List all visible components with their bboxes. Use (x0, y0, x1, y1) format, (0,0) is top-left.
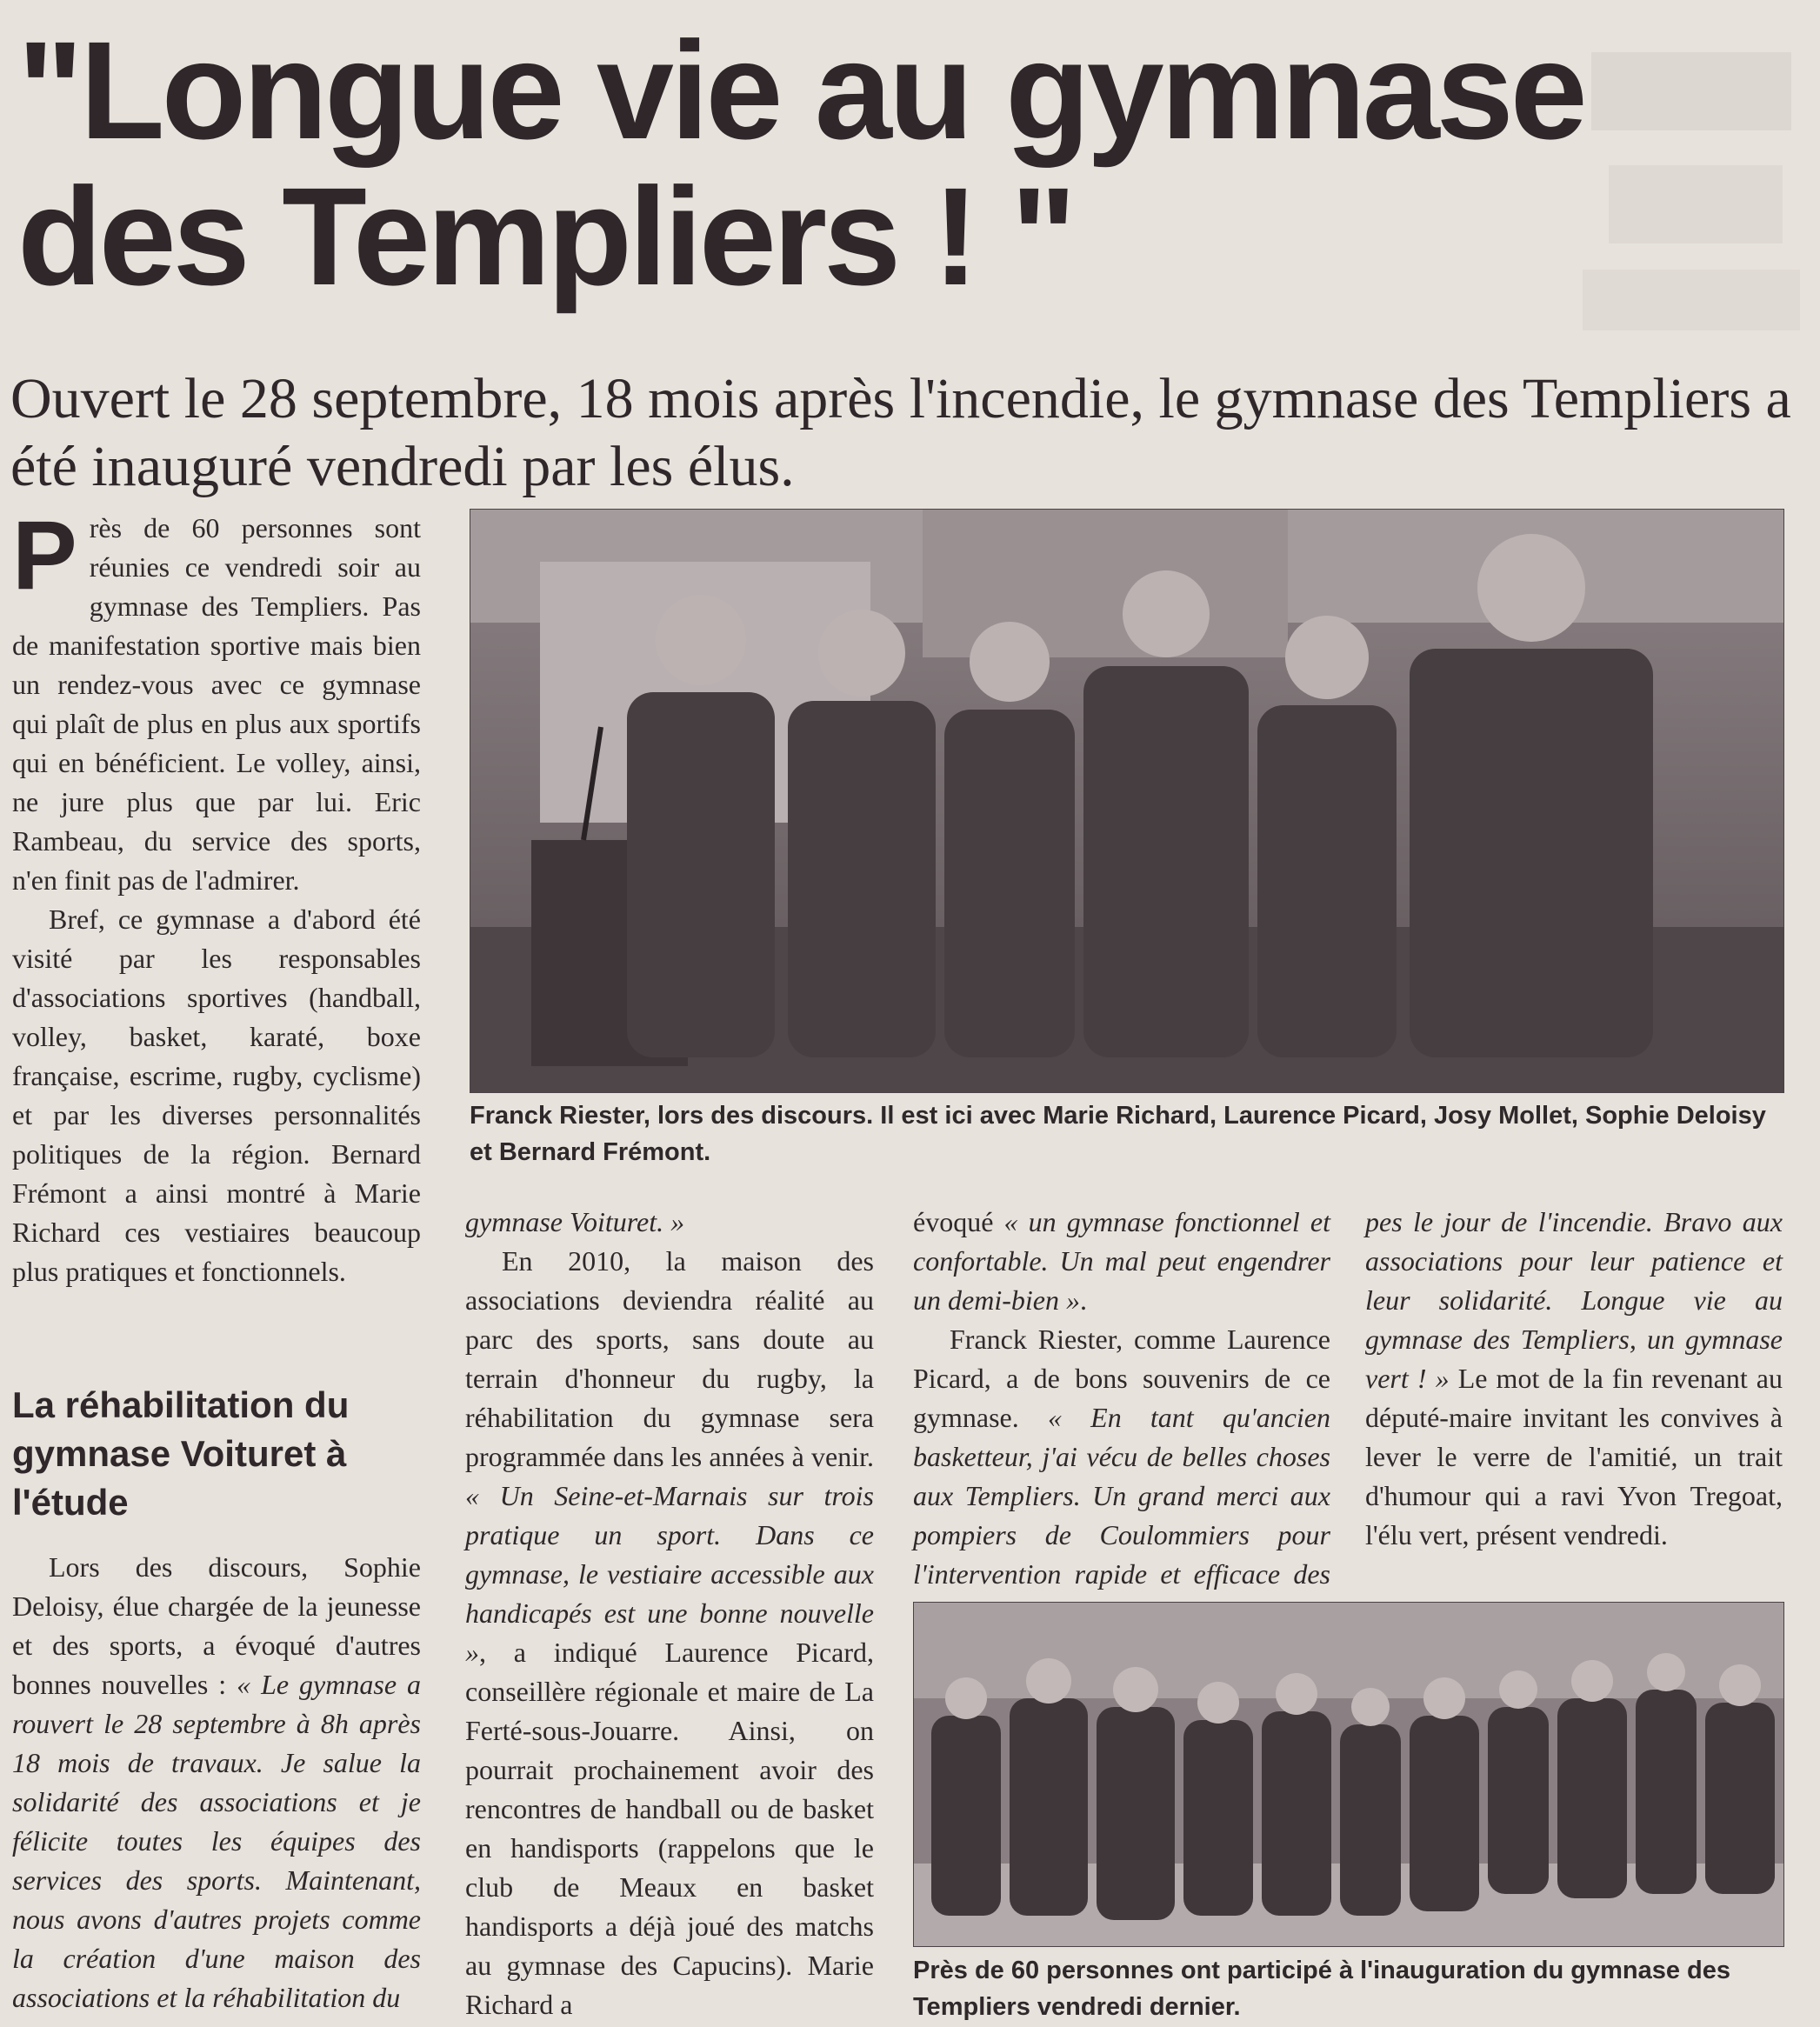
headline (17, 12, 1809, 314)
quote-deloisy: « Le gymnase a rouvert le 28 septembre à 8h après 18 mois de travaux. Je salue la solidarité des associations et je félicite toutes les équipes des services des sports. Maintenant, nous avons d'autres projets comme la création d'une maison des associations et la réhabilitation du (12, 1669, 422, 2013)
quote-riester: « En tant qu'ancien basketteur, j'ai vécu de belles choses aux Templiers. Un grand merci aux pompiers de Coulommiers pour l'intervention rapide et efficace des (913, 1402, 1331, 1590)
headline-line-2: des Templiers ! " (17, 158, 1074, 314)
paragraph-picard-tail: , a indiqué Laurence Picard, conseillère régionale et maire de La Ferté-sous-Jouarre. Ainsi, on pourrait prochainement avoir des rencontres de handball ou de basket en handisports (rappelons que le club de Meaux en basket handisports a déjà joué des matchs au gymnase des Capucins). Marie Richard a (465, 1637, 874, 2020)
paragraph-visit: Bref, ce gymnase a d'abord été visité par les responsables d'associations sportives (handball, volley, basket, karaté, boxe française, escrime, rugby, cyclisme) et par les diverses personnalités politiques de la région. Bernard Frémont a ainsi montré à Marie Richard ces vestiaires beaucoup plus pratiques et fonctionnels. (12, 903, 421, 1287)
paragraph-riester-intro: Franck Riester, comme Laurence Picard, a de bons souvenirs de ce gymnase. (913, 1324, 1330, 1433)
photo-crowd-illustration (914, 1603, 1783, 1946)
photo-crowd-caption: Près de 60 personnes ont participé à l'inauguration du gymnase des Templiers vendredi dernier. (913, 1957, 1730, 2021)
quote-picard: « Un Seine-et-Marnais sur trois pratique un sport. Dans ce gymnase, le vestiaire accessible aux handicapés est une bonne nouvelle » (465, 1480, 874, 1668)
paragraph-conclusion (1365, 1203, 1783, 1555)
paragraph-intro-text: rès de 60 personnes sont réunies ce vendredi soir au gymnase des Templiers. Pas de manifestation sportive mais bien un rendez-vous avec ce gymnase qui plaît de plus en plus aux sportifs qui en bénéficient. Le volley, ainsi, ne jure plus que par lui. Eric Rambeau, du service des sports, n'en finit pas de l'admirer. (12, 512, 421, 896)
quote-riester-end: pes le jour de l'incendie. Bravo aux associations pour leur patience et leur solidarité. Longue vie au gymnase des Templiers, un gymnase vert ! » (1365, 1206, 1783, 1394)
column-4 (1365, 1203, 1783, 1555)
column-2 (465, 1203, 874, 2024)
paragraph-2010: En 2010, la maison des associations deviendra réalité au parc des sports, sans doute au terrain d'honneur du rugby, la réhabilitation du gymnase sera programmée dans les années à venir. (465, 1245, 874, 1472)
photo-crowd (913, 1602, 1784, 1947)
quote-voituret-end-text: gymnase Voituret. » (465, 1206, 685, 1237)
paragraph-discours-intro: Lors des discours, Sophie Deloisy, élue chargée de la jeunesse et des sports, a évoqué d'autres bonnes nouvelles : (12, 1551, 421, 1700)
photo-officials-caption: Franck Riester, lors des discours. Il est ici avec Marie Richard, Laurence Picard, Josy Mollet, Sophie Deloisy et Bernard Frémont. (470, 1102, 1766, 1166)
photo-officials-illustration (470, 510, 1783, 1092)
column-1-lower (12, 1548, 421, 2017)
headline-line-1: "Longue vie au gymnase (17, 12, 1584, 168)
subheadline: Ouvert le 28 septembre, 18 mois après l'incendie, le gymnase des Templiers a été inauguré vendredi par les élus. (10, 367, 1791, 498)
column-1-upper (12, 501, 421, 1291)
quote-richard: « un gymnase fonctionnel et confortable. Un mal peut engendrer un demi-bien » (913, 1206, 1331, 1316)
paragraph-riester (913, 1320, 1330, 1633)
column-3 (913, 1203, 1330, 1633)
photo-officials (470, 509, 1784, 1093)
paragraph-richard-end: . (1079, 1284, 1087, 1316)
quote-voituret-end (465, 1203, 874, 1242)
crosshead: La réhabilitation du gymnase Voituret à l'étude (12, 1384, 350, 1523)
paragraph-richard-start: évoqué (913, 1206, 1004, 1237)
paragraph-discours (12, 1548, 421, 2017)
drop-cap: P (12, 501, 77, 610)
paragraph-conclusion-tail: Le mot de la fin revenant au député-maire invitant les convives à lever le verre de l'amitié, un trait d'humour qui a ravi Yvon Tregoat, l'élu vert, présent vendredi. (1365, 1363, 1783, 1550)
paragraph-maison-associations (465, 1242, 874, 2024)
paragraph-intro (12, 501, 421, 900)
paragraph-richard (913, 1203, 1330, 1320)
